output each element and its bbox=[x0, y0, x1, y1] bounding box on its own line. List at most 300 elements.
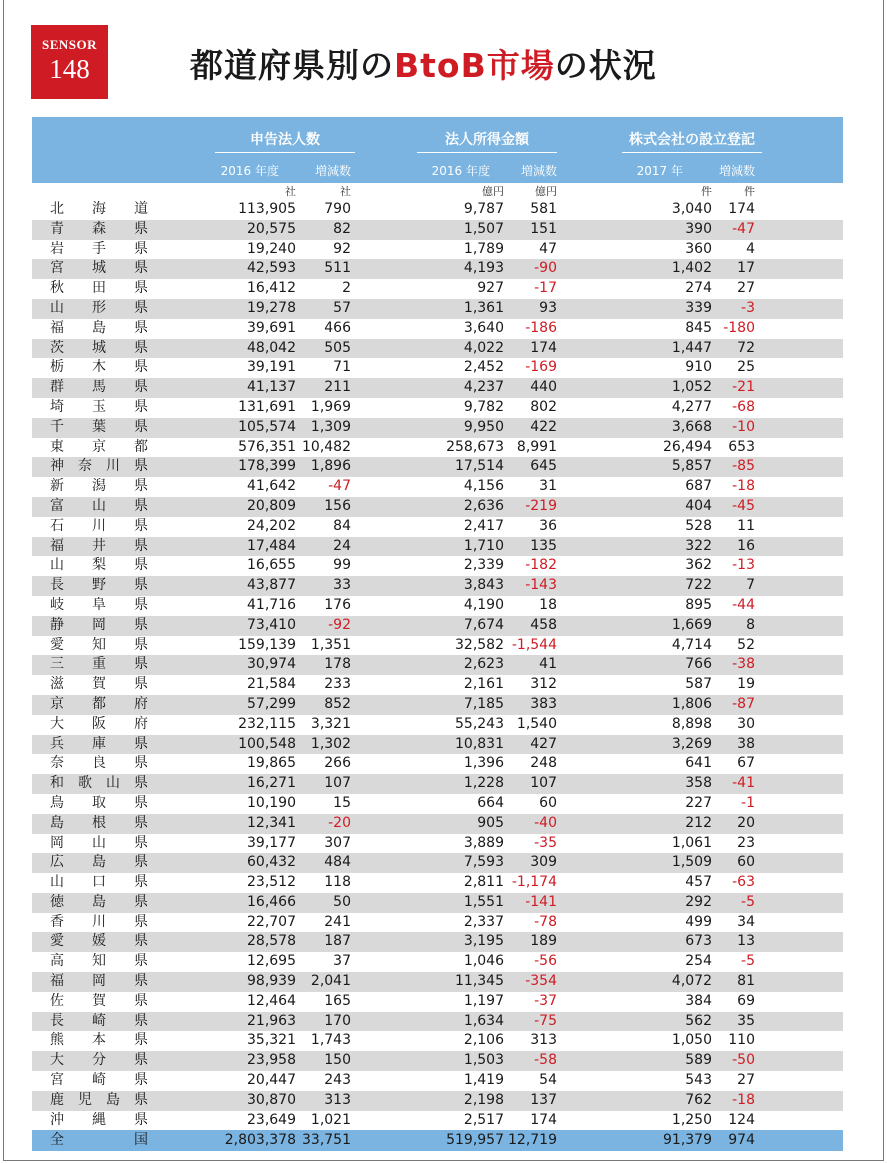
unit-label: 社 bbox=[340, 185, 351, 198]
prefecture-char: 県 bbox=[134, 992, 148, 1009]
table-cell: 2,623 bbox=[463, 656, 504, 673]
subheader: 増減数 bbox=[520, 164, 557, 178]
prefecture-name bbox=[50, 774, 148, 794]
table-cell: 466 bbox=[324, 319, 351, 336]
prefecture-char: 岩 bbox=[50, 240, 64, 257]
table-cell: 16,271 bbox=[247, 775, 296, 792]
prefecture-char: 県 bbox=[134, 537, 148, 554]
prefecture-name bbox=[50, 893, 148, 913]
prefecture-char: 県 bbox=[134, 874, 148, 891]
table-row bbox=[32, 497, 843, 517]
table-cell: 118 bbox=[324, 874, 351, 891]
prefecture-char: 県 bbox=[134, 299, 148, 316]
table-cell: 4,022 bbox=[463, 339, 504, 356]
prefecture-char: 山 bbox=[92, 834, 106, 851]
prefecture-char: 県 bbox=[134, 973, 148, 990]
table-row bbox=[32, 438, 843, 458]
table-cell: 766 bbox=[685, 656, 712, 673]
table-row bbox=[32, 319, 843, 339]
table-cell: 9,950 bbox=[463, 418, 504, 435]
prefecture-name bbox=[50, 358, 148, 378]
table-cell: 107 bbox=[530, 775, 557, 792]
table-cell: 17,484 bbox=[247, 537, 296, 554]
table-row bbox=[32, 1091, 843, 1111]
prefecture-char: 秋 bbox=[50, 280, 64, 297]
table-cell: 362 bbox=[685, 557, 712, 574]
table-cell: 3,843 bbox=[463, 577, 504, 594]
table-cell: -44 bbox=[732, 596, 755, 613]
table-cell: 2,339 bbox=[463, 557, 504, 574]
table-cell: 581 bbox=[530, 201, 557, 217]
table-cell: 274 bbox=[685, 280, 712, 297]
table-row bbox=[32, 576, 843, 596]
table-cell: 20,809 bbox=[247, 497, 296, 514]
prefecture-char: 玉 bbox=[92, 398, 106, 415]
prefecture-char: 梨 bbox=[92, 557, 106, 574]
prefecture-name bbox=[50, 794, 148, 814]
table-cell: 1,302 bbox=[310, 735, 351, 752]
table-cell: 974 bbox=[728, 1132, 755, 1149]
table-cell: 258,673 bbox=[446, 438, 504, 455]
table-cell: 254 bbox=[685, 953, 712, 970]
table-cell: 20,447 bbox=[247, 1072, 296, 1089]
table-row bbox=[32, 972, 843, 992]
table-row bbox=[32, 339, 843, 359]
table-cell: 16,466 bbox=[247, 893, 296, 910]
prefecture-name bbox=[50, 1051, 148, 1071]
prefecture-char: 県 bbox=[134, 1111, 148, 1128]
table-cell: 25 bbox=[737, 359, 755, 376]
table-cell: 189 bbox=[530, 933, 557, 950]
table-row bbox=[32, 1071, 843, 1091]
prefecture-char: 取 bbox=[92, 794, 106, 811]
prefecture-char: 熊 bbox=[50, 1032, 64, 1049]
prefecture-name bbox=[50, 1091, 148, 1111]
table-row bbox=[32, 1051, 843, 1071]
table-cell: 266 bbox=[324, 755, 351, 772]
table-cell: -219 bbox=[525, 497, 557, 514]
prefecture-char: 県 bbox=[134, 755, 148, 772]
table-cell: -354 bbox=[525, 973, 557, 990]
table-cell: -58 bbox=[534, 1052, 557, 1069]
group-header-registrations: 株式会社の設立登記 bbox=[629, 132, 755, 148]
prefecture-char: 東 bbox=[50, 438, 64, 455]
table-row bbox=[32, 695, 843, 715]
prefecture-char: 県 bbox=[134, 775, 148, 792]
prefecture-char: 県 bbox=[134, 517, 148, 534]
prefecture-char: 葉 bbox=[92, 418, 106, 435]
table-cell: 11,345 bbox=[455, 973, 504, 990]
table-cell: 35 bbox=[737, 1012, 755, 1029]
prefecture-char: 鳥 bbox=[50, 794, 64, 811]
prefecture-name bbox=[50, 1012, 148, 1032]
table-cell: 21,963 bbox=[247, 1012, 296, 1029]
table-cell: 562 bbox=[685, 1012, 712, 1029]
table-cell: 722 bbox=[685, 577, 712, 594]
table-cell: 22,707 bbox=[247, 913, 296, 930]
table-cell: 20,575 bbox=[247, 220, 296, 237]
table-cell: -18 bbox=[732, 478, 755, 495]
table-cell: 576,351 bbox=[238, 438, 296, 455]
table-row bbox=[32, 952, 843, 972]
table-row bbox=[32, 200, 843, 220]
table-cell: -40 bbox=[534, 814, 557, 831]
prefecture-name bbox=[50, 873, 148, 893]
table-cell: 1,896 bbox=[310, 458, 351, 475]
table-row bbox=[32, 992, 843, 1012]
table-cell: 1,710 bbox=[463, 537, 504, 554]
unit-label: 億円 bbox=[535, 185, 557, 198]
table-cell: 151 bbox=[530, 220, 557, 237]
table-cell: 16 bbox=[737, 537, 755, 554]
table-cell: 1,402 bbox=[671, 260, 712, 277]
table-cell: 42,593 bbox=[247, 260, 296, 277]
table-cell: 673 bbox=[685, 933, 712, 950]
table-cell: 2,803,378 bbox=[224, 1132, 296, 1149]
table-cell: 10,482 bbox=[302, 438, 351, 455]
table-cell: 30,974 bbox=[247, 656, 296, 673]
table-cell: 7,185 bbox=[463, 695, 504, 712]
table-cell: 105,574 bbox=[238, 418, 296, 435]
prefecture-char: 島 bbox=[50, 814, 64, 831]
prefecture-char: 石 bbox=[50, 517, 64, 534]
table-cell: 243 bbox=[324, 1072, 351, 1089]
prefecture-name bbox=[50, 1071, 148, 1091]
prefecture-name bbox=[50, 972, 148, 992]
group-underline bbox=[215, 152, 355, 153]
table-cell: 92 bbox=[333, 240, 351, 257]
prefecture-name bbox=[50, 636, 148, 656]
table-cell: 1,052 bbox=[671, 379, 712, 396]
prefecture-char: 庫 bbox=[92, 735, 106, 752]
table-cell: -18 bbox=[732, 1091, 755, 1108]
table-cell: 4,277 bbox=[671, 398, 712, 415]
table-cell: 100,548 bbox=[238, 735, 296, 752]
prefecture-char: 奈 bbox=[78, 458, 92, 475]
table-total-row bbox=[32, 1130, 843, 1151]
table-cell: 23,512 bbox=[247, 874, 296, 891]
prefecture-name bbox=[50, 398, 148, 418]
prefecture-char: 県 bbox=[134, 398, 148, 415]
table-cell: 41,642 bbox=[247, 478, 296, 495]
table-cell: 645 bbox=[530, 458, 557, 475]
table-row bbox=[32, 477, 843, 497]
table-cell: 2,041 bbox=[310, 973, 351, 990]
prefecture-char: 埼 bbox=[50, 398, 64, 415]
table-cell: 131,691 bbox=[238, 398, 296, 415]
table-cell: 4,714 bbox=[671, 636, 712, 653]
prefecture-name bbox=[50, 616, 148, 636]
table-cell: 150 bbox=[324, 1052, 351, 1069]
table-cell: 33 bbox=[333, 577, 351, 594]
table-cell: 72 bbox=[737, 339, 755, 356]
table-row bbox=[32, 893, 843, 913]
prefecture-char: 県 bbox=[134, 735, 148, 752]
table-cell: 307 bbox=[324, 834, 351, 851]
table-cell: 802 bbox=[530, 398, 557, 415]
prefecture-table bbox=[32, 117, 843, 1151]
table-cell: 10,190 bbox=[247, 794, 296, 811]
table-cell: 178,399 bbox=[238, 458, 296, 475]
table-cell: 653 bbox=[728, 438, 755, 455]
table-cell: 1,743 bbox=[310, 1032, 351, 1049]
table-cell: 17 bbox=[737, 260, 755, 277]
table-cell: 34 bbox=[737, 913, 755, 930]
table-cell: 19,278 bbox=[247, 299, 296, 316]
table-cell: 60 bbox=[737, 854, 755, 871]
table-cell: 16,655 bbox=[247, 557, 296, 574]
table-cell: 28,578 bbox=[247, 933, 296, 950]
table-cell: 24 bbox=[333, 537, 351, 554]
table-row bbox=[32, 932, 843, 952]
table-cell: 156 bbox=[324, 497, 351, 514]
table-cell: 8,898 bbox=[671, 715, 712, 732]
prefecture-char: 兵 bbox=[50, 735, 64, 752]
table-cell: 2,811 bbox=[463, 874, 504, 891]
table-row bbox=[32, 378, 843, 398]
prefecture-char: 県 bbox=[134, 1012, 148, 1029]
table-cell: 3,321 bbox=[310, 715, 351, 732]
prefecture-char: 長 bbox=[50, 577, 64, 594]
table-cell: 47 bbox=[539, 240, 557, 257]
prefecture-char: 県 bbox=[134, 240, 148, 257]
prefecture-char: 全 bbox=[50, 1132, 64, 1149]
table-cell: 178 bbox=[324, 656, 351, 673]
table-cell: 37 bbox=[333, 953, 351, 970]
table-cell: -41 bbox=[732, 775, 755, 792]
prefecture-char: 県 bbox=[134, 814, 148, 831]
table-cell: 4,237 bbox=[463, 379, 504, 396]
prefecture-char: 県 bbox=[134, 557, 148, 574]
table-row bbox=[32, 873, 843, 893]
table-cell: 687 bbox=[685, 478, 712, 495]
table-cell: -5 bbox=[741, 953, 755, 970]
table-cell: 484 bbox=[324, 854, 351, 871]
table-row bbox=[32, 853, 843, 873]
table-cell: 3,040 bbox=[671, 201, 712, 217]
table-cell: -50 bbox=[732, 1052, 755, 1069]
prefecture-char: 国 bbox=[134, 1132, 148, 1149]
table-cell: 1,509 bbox=[671, 854, 712, 871]
table-row bbox=[32, 754, 843, 774]
prefecture-char: 県 bbox=[134, 1052, 148, 1069]
table-cell: 48,042 bbox=[247, 339, 296, 356]
prefecture-char: 富 bbox=[50, 497, 64, 514]
prefecture-char: 県 bbox=[134, 339, 148, 356]
table-cell: 910 bbox=[685, 359, 712, 376]
prefecture-char: 山 bbox=[50, 874, 64, 891]
table-cell: 905 bbox=[477, 814, 504, 831]
prefecture-char: 崎 bbox=[92, 1072, 106, 1089]
prefecture-char: 森 bbox=[92, 220, 106, 237]
table-row bbox=[32, 1031, 843, 1051]
group-header-corporations: 申告法人数 bbox=[250, 132, 320, 148]
table-cell: 1,540 bbox=[516, 715, 557, 732]
prefecture-char: 栃 bbox=[50, 359, 64, 376]
prefecture-char: 都 bbox=[134, 438, 148, 455]
prefecture-char: 宮 bbox=[50, 260, 64, 277]
prefecture-char: 山 bbox=[50, 299, 64, 316]
table-cell: 248 bbox=[530, 755, 557, 772]
table-cell: 174 bbox=[728, 201, 755, 217]
prefecture-name bbox=[50, 675, 148, 695]
prefecture-char: 手 bbox=[92, 240, 106, 257]
table-cell: 211 bbox=[324, 379, 351, 396]
prefecture-char: 県 bbox=[134, 577, 148, 594]
subheader: 増減数 bbox=[314, 164, 351, 178]
prefecture-char: 田 bbox=[92, 280, 106, 297]
table-cell: -5 bbox=[741, 893, 755, 910]
prefecture-char: 府 bbox=[134, 715, 148, 732]
table-cell: 1,447 bbox=[671, 339, 712, 356]
table-cell: -47 bbox=[732, 220, 755, 237]
table-cell: 12,464 bbox=[247, 992, 296, 1009]
table-cell: 499 bbox=[685, 913, 712, 930]
table-cell: 1,634 bbox=[463, 1012, 504, 1029]
table-cell: 511 bbox=[324, 260, 351, 277]
prefecture-char: 県 bbox=[134, 676, 148, 693]
table-row bbox=[32, 279, 843, 299]
table-cell: -68 bbox=[732, 398, 755, 415]
table-cell: 135 bbox=[530, 537, 557, 554]
table-cell: 1,507 bbox=[463, 220, 504, 237]
table-cell: -75 bbox=[534, 1012, 557, 1029]
table-row bbox=[32, 814, 843, 834]
table-cell: 227 bbox=[685, 794, 712, 811]
table-cell: 187 bbox=[324, 933, 351, 950]
table-cell: 852 bbox=[324, 695, 351, 712]
prefecture-char: 岡 bbox=[92, 616, 106, 633]
table-cell: 2,106 bbox=[463, 1032, 504, 1049]
prefecture-char: 川 bbox=[92, 913, 106, 930]
table-cell: 7 bbox=[746, 577, 755, 594]
title-part1: 都道府県別の bbox=[190, 46, 394, 85]
prefecture-char: 川 bbox=[106, 458, 120, 475]
table-row bbox=[32, 675, 843, 695]
table-cell: 11 bbox=[737, 517, 755, 534]
table-cell: 1,061 bbox=[671, 834, 712, 851]
table-cell: 30,870 bbox=[247, 1091, 296, 1108]
table-row bbox=[32, 398, 843, 418]
prefecture-name bbox=[50, 814, 148, 834]
table-cell: 2,417 bbox=[463, 517, 504, 534]
prefecture-char: 島 bbox=[92, 893, 106, 910]
prefecture-name bbox=[50, 537, 148, 557]
table-row bbox=[32, 913, 843, 933]
prefecture-char: 分 bbox=[92, 1052, 106, 1069]
prefecture-char: 賀 bbox=[92, 676, 106, 693]
table-cell: 528 bbox=[685, 517, 712, 534]
table-cell: 339 bbox=[685, 299, 712, 316]
table-cell: 23,649 bbox=[247, 1111, 296, 1128]
table-cell: 3,640 bbox=[463, 319, 504, 336]
table-cell: 176 bbox=[324, 596, 351, 613]
prefecture-name bbox=[50, 319, 148, 339]
table-cell: 107 bbox=[324, 775, 351, 792]
prefecture-name bbox=[50, 754, 148, 774]
table-cell: 57 bbox=[333, 299, 351, 316]
table-row bbox=[32, 259, 843, 279]
table-header bbox=[32, 117, 843, 183]
prefecture-char: 広 bbox=[50, 854, 64, 871]
table-cell: 1,228 bbox=[463, 775, 504, 792]
table-cell: 39,691 bbox=[247, 319, 296, 336]
table-cell: 8 bbox=[746, 616, 755, 633]
table-cell: 762 bbox=[685, 1091, 712, 1108]
table-cell: 384 bbox=[685, 992, 712, 1009]
table-row bbox=[32, 735, 843, 755]
prefecture-name bbox=[50, 418, 148, 438]
table-cell: 390 bbox=[685, 220, 712, 237]
table-cell: 41,137 bbox=[247, 379, 296, 396]
prefecture-char: 佐 bbox=[50, 992, 64, 1009]
prefecture-char: 府 bbox=[134, 695, 148, 712]
prefecture-char: 賀 bbox=[92, 992, 106, 1009]
table-cell: 43,877 bbox=[247, 577, 296, 594]
table-cell: 36 bbox=[539, 517, 557, 534]
badge-label: SENSOR bbox=[41, 37, 98, 52]
table-cell: -63 bbox=[732, 874, 755, 891]
prefecture-char: 長 bbox=[50, 1012, 64, 1029]
prefecture-char: 県 bbox=[134, 656, 148, 673]
prefecture-name bbox=[50, 913, 148, 933]
prefecture-char: 形 bbox=[92, 299, 106, 316]
prefecture-char: 滋 bbox=[50, 676, 64, 693]
table-cell: 73,410 bbox=[247, 616, 296, 633]
table-row bbox=[32, 616, 843, 636]
prefecture-char: 県 bbox=[134, 220, 148, 237]
table-cell: 1,396 bbox=[463, 755, 504, 772]
table-cell: 39,177 bbox=[247, 834, 296, 851]
table-cell: 8,991 bbox=[516, 438, 557, 455]
prefecture-char: 県 bbox=[134, 418, 148, 435]
table-cell: 1,197 bbox=[463, 992, 504, 1009]
table-cell: -45 bbox=[732, 497, 755, 514]
table-cell: 38 bbox=[737, 735, 755, 752]
prefecture-char: 県 bbox=[134, 596, 148, 613]
prefecture-char: 県 bbox=[134, 794, 148, 811]
table-cell: 232,115 bbox=[238, 715, 296, 732]
table-cell: 165 bbox=[324, 992, 351, 1009]
prefecture-char: 県 bbox=[134, 379, 148, 396]
subheader: 2016 年度 bbox=[220, 164, 279, 178]
table-cell: -1,544 bbox=[511, 636, 557, 653]
table-cell: 1,503 bbox=[463, 1052, 504, 1069]
table-cell: -78 bbox=[534, 913, 557, 930]
table-cell: 404 bbox=[685, 497, 712, 514]
prefecture-char: 和 bbox=[50, 775, 64, 792]
page-title bbox=[190, 40, 657, 87]
prefecture-name bbox=[50, 715, 148, 735]
prefecture-name bbox=[50, 438, 148, 458]
table-cell: 4,072 bbox=[671, 973, 712, 990]
subheader: 2016 年度 bbox=[431, 164, 490, 178]
prefecture-char: 県 bbox=[134, 319, 148, 336]
prefecture-char: 県 bbox=[134, 478, 148, 495]
prefecture-char: 重 bbox=[92, 656, 106, 673]
prefecture-char: 大 bbox=[50, 1052, 64, 1069]
table-cell: 23,958 bbox=[247, 1052, 296, 1069]
table-cell: 99 bbox=[333, 557, 351, 574]
table-cell: 12,695 bbox=[247, 953, 296, 970]
group-underline bbox=[622, 152, 762, 153]
table-cell: 790 bbox=[324, 201, 351, 217]
table-cell: 91,379 bbox=[663, 1132, 712, 1149]
prefecture-char: 城 bbox=[92, 260, 106, 277]
prefecture-char: 千 bbox=[50, 418, 64, 435]
table-cell: 927 bbox=[477, 280, 504, 297]
table-cell: 322 bbox=[685, 537, 712, 554]
